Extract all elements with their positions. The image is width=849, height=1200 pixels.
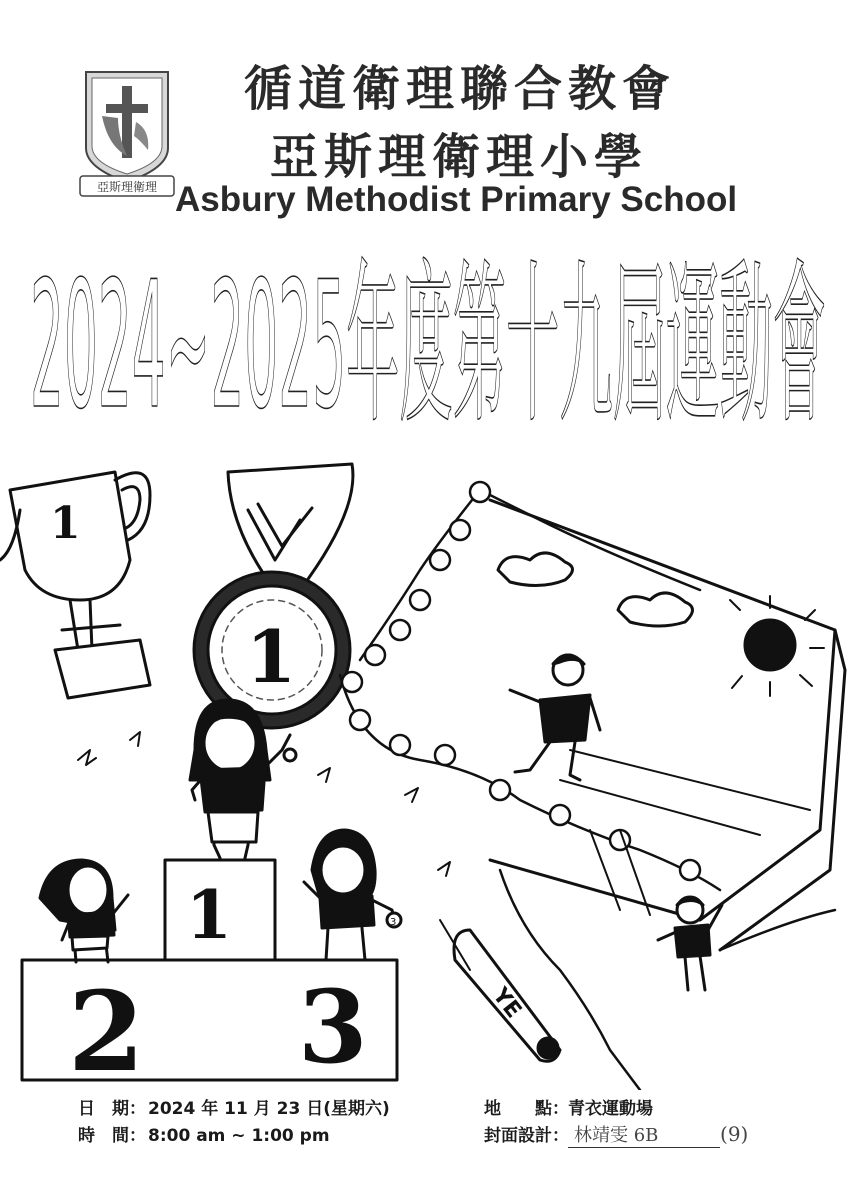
venue-value: 青衣運動場 xyxy=(568,1099,653,1119)
event-title xyxy=(28,238,828,448)
podium-third-number: 3 xyxy=(298,968,368,1086)
school-name-chinese: 亞斯理衛理小學 xyxy=(270,129,649,185)
time-value: 8:00 am ~ 1:00 pm xyxy=(148,1126,330,1146)
medal-number: 1 xyxy=(246,614,297,699)
ye-banner xyxy=(454,930,560,1061)
medal-drawing xyxy=(194,464,353,728)
venue-row xyxy=(484,1094,653,1119)
designer-number: 9 xyxy=(727,1122,741,1146)
time-row xyxy=(78,1121,330,1146)
venue-label: 地 點： xyxy=(484,1099,569,1119)
date-label: 日 期： xyxy=(78,1099,146,1119)
church-name: 循道衛理聯合教會 xyxy=(244,61,677,117)
flower-chain xyxy=(340,482,720,890)
sports-day-illustration xyxy=(0,450,849,1090)
running-track xyxy=(490,500,845,1090)
trophy-number: 1 xyxy=(50,498,81,549)
cover-design-label: 封面設計： xyxy=(484,1126,569,1146)
podium-first-number: 1 xyxy=(186,876,232,954)
date-value: 2024 年 11 月 23 日(星期六) xyxy=(148,1099,390,1119)
banner-text: YE xyxy=(487,983,527,1024)
podium-second-number: 2 xyxy=(68,967,145,1090)
school-logo xyxy=(78,66,176,198)
third-place-trophy-number: 3 xyxy=(390,917,397,928)
runner-figure xyxy=(510,655,600,780)
date-row xyxy=(78,1094,390,1119)
event-title-text: 2024~2025年度第十九屆運動會 xyxy=(30,245,827,448)
designer-name: 林靖雯 6B xyxy=(568,1121,720,1148)
trophy-drawing xyxy=(0,472,150,698)
logo-text: 亞斯理衛理 xyxy=(96,180,158,194)
paren-open: ( xyxy=(720,1122,728,1146)
third-place-girl xyxy=(304,830,401,960)
paren-close: ) xyxy=(740,1122,749,1146)
cover-design-row xyxy=(484,1121,748,1148)
second-place-girl xyxy=(40,860,128,962)
time-label: 時 間： xyxy=(78,1126,146,1146)
school-name-english: Asbury Methodist Primary School xyxy=(175,180,738,219)
